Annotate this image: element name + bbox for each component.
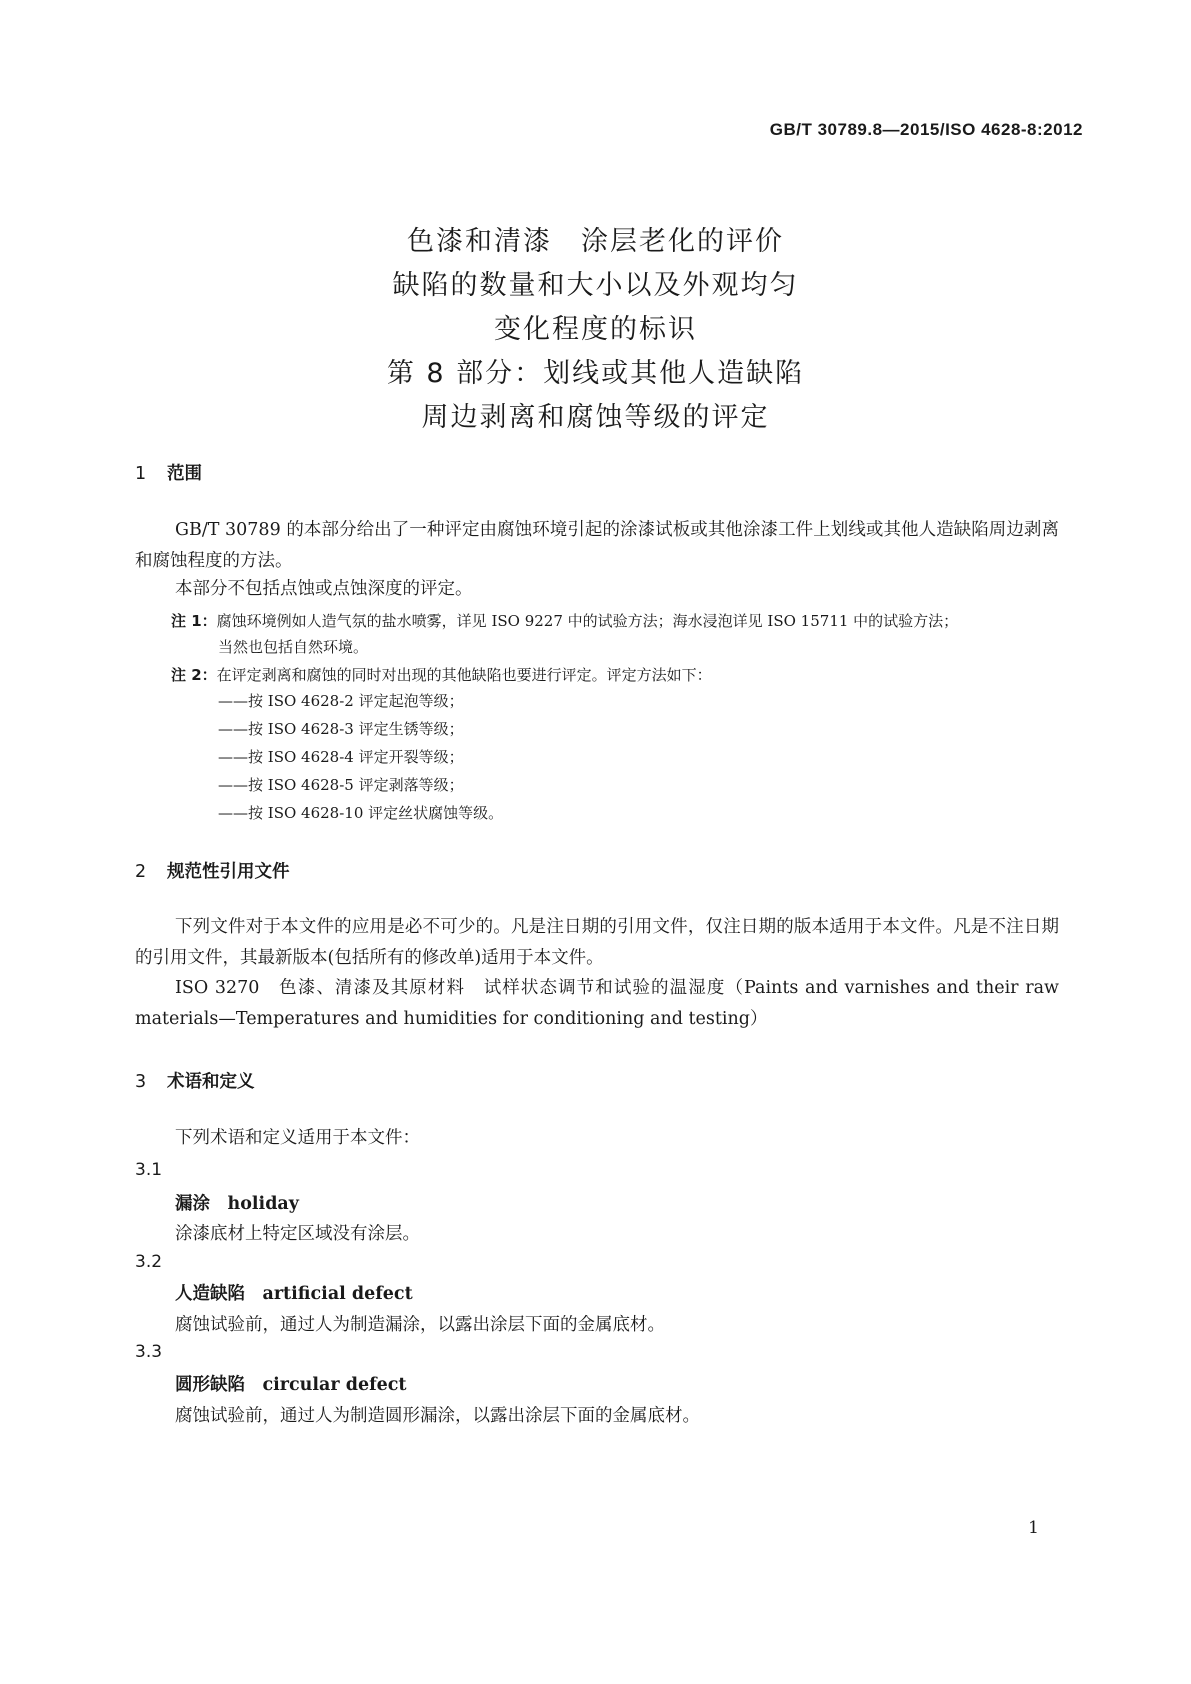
section-title: 范围	[167, 464, 202, 484]
section-number: 1	[135, 464, 147, 484]
note-2	[171, 662, 712, 688]
list-item: ——按 ISO 4628-2 评定起泡等级；	[218, 692, 464, 710]
document-title	[0, 220, 1191, 440]
term-definition: 涂漆底材上特定区域没有涂层。	[175, 1224, 420, 1244]
term-number: 3.3	[135, 1342, 163, 1362]
note-text: 在评定剥离和腐蚀的同时对出现的其他缺陷也要进行评定。评定方法如下：	[216, 666, 712, 684]
section-1-paragraph-2: 本部分不包括点蚀或点蚀深度的评定。	[175, 579, 473, 599]
section-number: 3	[135, 1072, 147, 1092]
section-1-paragraph-1: GB/T 30789 的本部分给出了一种评定由腐蚀环境引起的涂漆试板或其他涂漆工件上划线或其他人造缺陷周边剥离和腐蚀程度的方法。	[135, 520, 1059, 571]
title-line: 缺陷的数量和大小以及外观均匀	[392, 270, 799, 301]
term-heading	[175, 1280, 413, 1305]
section-2-heading	[135, 858, 290, 883]
title-line: 色漆和清漆 涂层老化的评价	[407, 226, 784, 257]
section-2-paragraph-2: ISO 3270 色漆、清漆及其原材料 试样状态调节和试验的温湿度（Paints and varnishes and their raw materials—Temperatures and humidities for conditioning and testing）	[135, 978, 1059, 1029]
title-line: 周边剥离和腐蚀等级的评定	[421, 402, 770, 433]
list-item: ——按 ISO 4628-4 评定开裂等级；	[218, 748, 464, 766]
term-definition: 腐蚀试验前，通过人为制造圆形漏涂，以露出涂层下面的金属底材。	[175, 1406, 700, 1426]
section-2-paragraph-1: 下列文件对于本文件的应用是必不可少的。凡是注日期的引用文件，仅注日期的版本适用于本文件。凡是不注日期的引用文件，其最新版本(包括所有的修改单)适用于本文件。	[135, 917, 1059, 968]
section-title: 术语和定义	[167, 1072, 255, 1092]
note-text: 当然也包括自然环境。	[218, 638, 369, 656]
term-zh: 人造缺陷	[175, 1284, 245, 1304]
section-1-heading	[135, 460, 202, 485]
note-text: 腐蚀环境例如人造气氛的盐水喷雾，详见 ISO 9227 中的试验方法；海水浸泡详见 ISO 15711 中的试验方法；	[216, 612, 959, 630]
section-title: 规范性引用文件	[167, 862, 290, 882]
list-item: ——按 ISO 4628-3 评定生锈等级；	[218, 720, 464, 738]
title-line: 第 8 部分：划线或其他人造缺陷	[386, 358, 805, 389]
section-3-heading	[135, 1068, 255, 1093]
term-zh: 漏涂	[175, 1194, 210, 1214]
section-number: 2	[135, 862, 147, 882]
section-3-intro: 下列术语和定义适用于本文件：	[175, 1128, 420, 1148]
term-en: holiday	[227, 1194, 299, 1214]
standard-code: GB/T 30789.8—2015/ISO 4628-8:2012	[769, 120, 1083, 139]
note-1	[171, 608, 958, 660]
title-line: 变化程度的标识	[494, 314, 697, 345]
note-label: 注 1：	[171, 612, 217, 630]
term-definition: 腐蚀试验前，通过人为制造漏涂，以露出涂层下面的金属底材。	[175, 1315, 665, 1335]
list-item: ——按 ISO 4628-10 评定丝状腐蚀等级。	[218, 804, 504, 822]
term-zh: 圆形缺陷	[175, 1375, 245, 1395]
note-label: 注 2：	[171, 666, 217, 684]
term-en: artificial defect	[262, 1284, 413, 1304]
page-number: 1	[1028, 1518, 1039, 1538]
list-item: ——按 ISO 4628-5 评定剥落等级；	[218, 776, 464, 794]
term-number: 3.2	[135, 1252, 163, 1272]
term-heading	[175, 1371, 406, 1396]
term-number: 3.1	[135, 1160, 163, 1180]
term-en: circular defect	[262, 1375, 407, 1395]
term-heading	[175, 1190, 299, 1215]
